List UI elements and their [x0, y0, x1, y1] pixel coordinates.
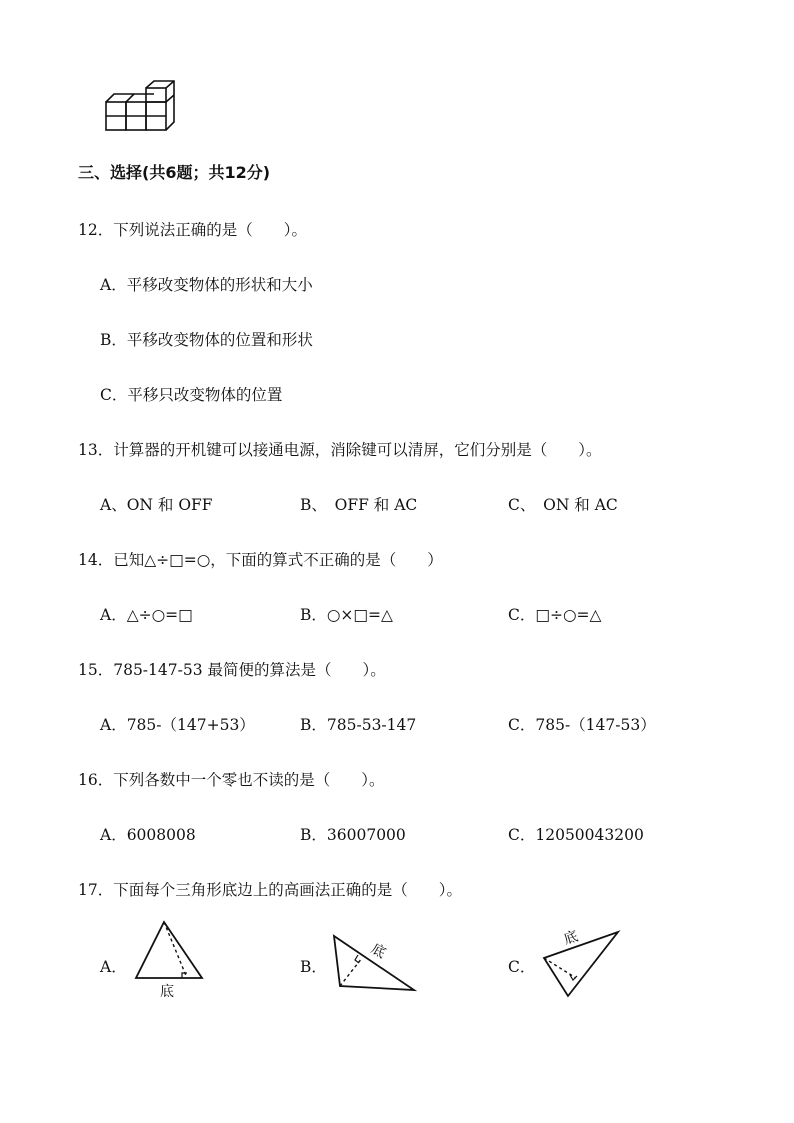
- question-13-stem: 13．计算器的开机键可以接通电源，消除键可以清屏，它们分别是（ ）。: [78, 441, 602, 459]
- question-13-option-c[interactable]: C、 ON 和 AC: [508, 496, 618, 514]
- question-14-option-b[interactable]: B．○×□=△: [300, 606, 393, 624]
- section-title: 三、选择(共6题；共12分): [78, 163, 271, 182]
- triangle-c-figure: [540, 924, 624, 1000]
- question-15-option-a[interactable]: A．785-（147+53）: [100, 716, 255, 734]
- cube-stack-figure: [100, 78, 176, 134]
- question-14-stem: 14．已知△÷□=○，下面的算式不正确的是（ ）: [78, 551, 443, 569]
- question-17-option-a[interactable]: A．: [100, 958, 127, 976]
- triangle-c-base-label: 底: [561, 928, 581, 949]
- triangle-a-figure: [130, 918, 210, 1000]
- question-14-option-c[interactable]: C．□÷○=△: [508, 606, 602, 624]
- question-17-option-c[interactable]: C．: [508, 958, 536, 976]
- question-15-option-c[interactable]: C．785-（147-53）: [508, 716, 656, 734]
- question-13-option-b[interactable]: B、 OFF 和 AC: [300, 496, 418, 514]
- question-12-option-c[interactable]: C．平移只改变物体的位置: [100, 386, 283, 404]
- question-15-stem: 15．785-147-53 最简便的算法是（ ）。: [78, 661, 386, 679]
- question-13-option-a[interactable]: A、ON 和 OFF: [100, 496, 213, 514]
- question-16-stem: 16．下列各数中一个零也不读的是（ ）。: [78, 771, 385, 789]
- triangle-a-base-label: 底: [160, 984, 174, 1000]
- question-12-option-b[interactable]: B．平移改变物体的位置和形状: [100, 331, 313, 349]
- question-14-option-a[interactable]: A．△÷○=□: [100, 606, 193, 624]
- question-15-option-b[interactable]: B．785-53-147: [300, 716, 417, 734]
- question-12-option-a[interactable]: A．平移改变物体的形状和大小: [100, 276, 313, 294]
- triangle-b-base-label: 底: [368, 940, 389, 962]
- question-12-stem: 12．下列说法正确的是（ ）。: [78, 221, 307, 239]
- question-16-option-b[interactable]: B．36007000: [300, 826, 406, 844]
- question-17-stem: 17．下面每个三角形底边上的高画法正确的是（ ）。: [78, 881, 462, 899]
- question-16-option-c[interactable]: C．12050043200: [508, 826, 644, 844]
- question-17-option-b[interactable]: B．: [300, 958, 327, 976]
- triangle-b-figure: [328, 930, 420, 996]
- question-16-option-a[interactable]: A．6008008: [100, 826, 196, 844]
